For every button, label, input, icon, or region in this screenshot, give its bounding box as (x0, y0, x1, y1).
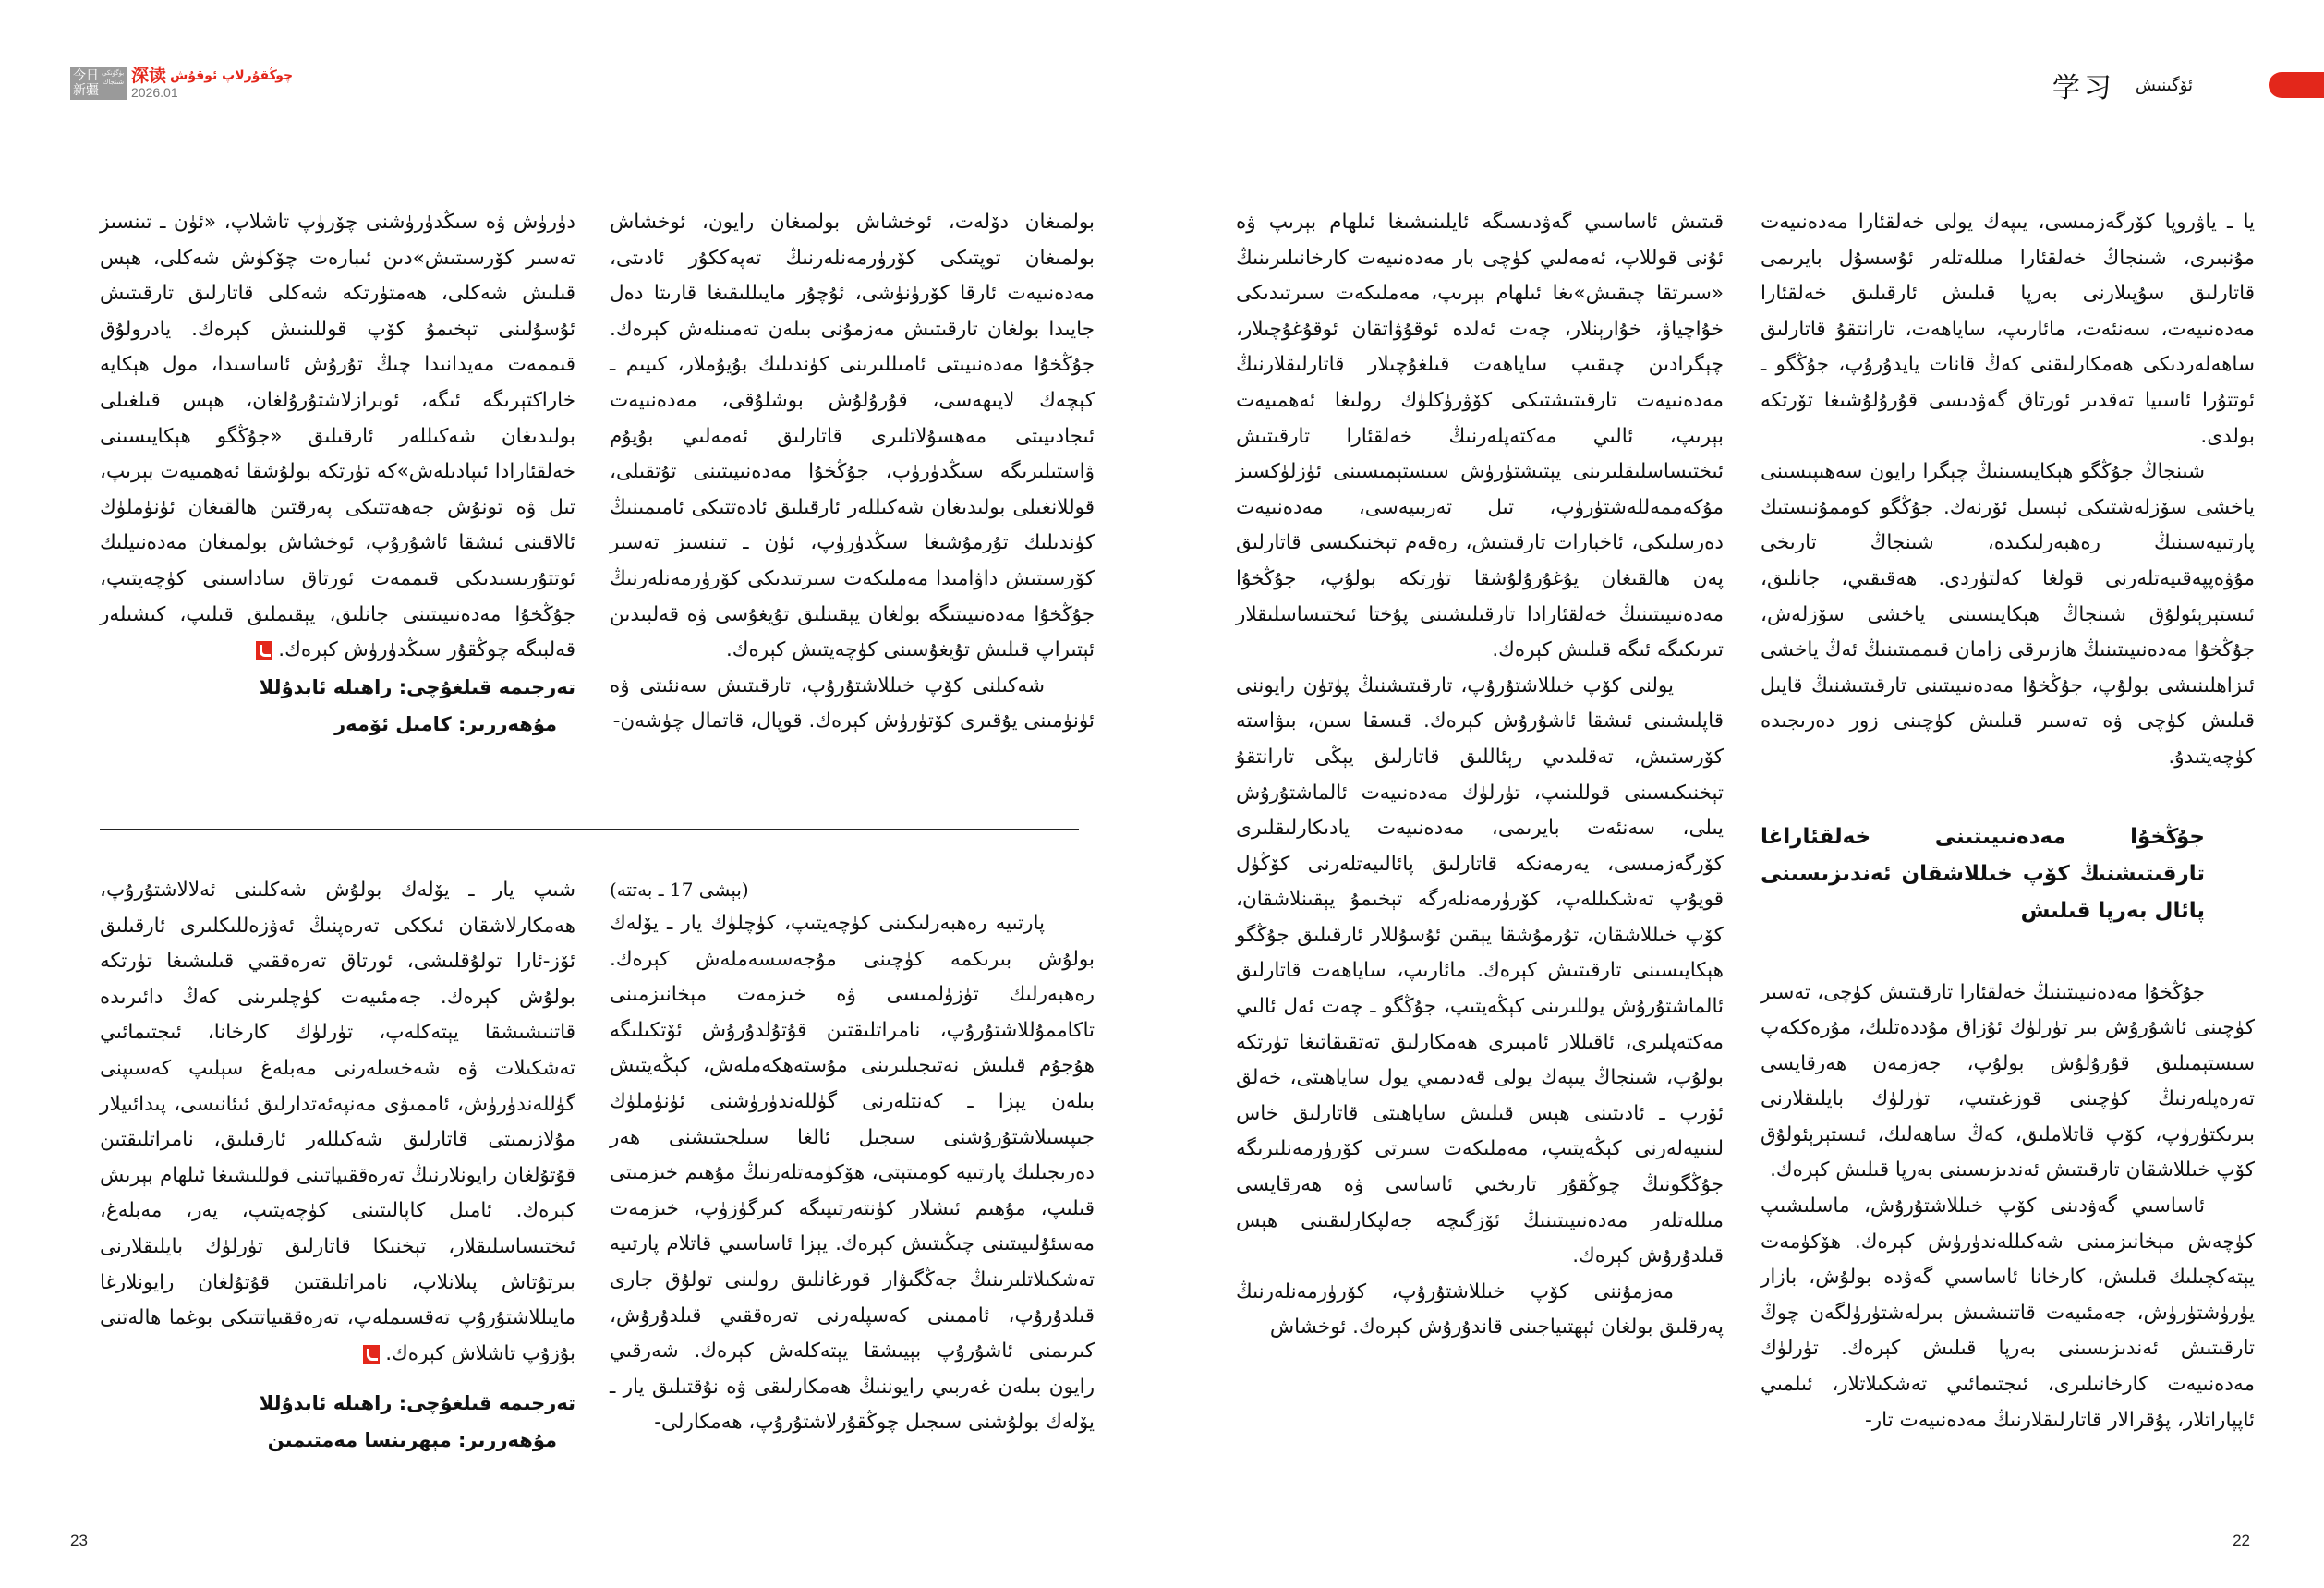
translator-credit: تەرجىمە قىلغۇچى: راھىلە ئابدۇللا (259, 675, 575, 698)
paragraph: جۇڭخۇا مەدەنىيىتىنىڭ خەلقئارا تارقىتىش كۈچى، تەسىر كۈچىنى ئاشۇرۇش بىر تۈرلۈك ئۇزاق مۇددەتلىك، مۇرەككەپ سىستېمىلىق قۇرۇلۇش بولۇپ، جەزمەن ھەرقايسى تەرەپلەرنىڭ كۈچىنى قوزغىتىپ، تۈرلۈك بايلىقلارنى بىرىكتۈرۈپ، كۆپ قاتلاملىق، كەڭ ساھەلىك، ئىستېرېئولۇق كۆپ خىللاشقان تارقىتىش ئەندىزىسىنى بەرپا قىلىش كېرەك. (1761, 980, 2255, 1182)
article2-column-left (100, 873, 575, 1459)
page-number-right: 22 (2233, 1532, 2250, 1549)
page22-column-right (1761, 205, 2255, 1438)
logo-cn-line2: 新疆 (73, 83, 99, 98)
section-header (2052, 67, 2324, 103)
paragraph (100, 873, 575, 1372)
editor-credit: مۇھەررىر: كامىل ئۆمەر (334, 712, 557, 735)
magazine-header (70, 67, 293, 102)
section-tab-marker (2269, 72, 2324, 98)
paragraph: يا ـ ياۋروپا كۆرگەزمىسى، يىپەك يولى خەلقئارا مەدەنىيەت مۇنبىرى، شىنجاڭ خەلقئارا مىللەتلەر ئۇسسۇل بايرىمى قاتارلىق سۇپىلارنى بەرپا قىلىش ئارقىلىق خەلقئارا مەدەنىيەت، سەنئەت، مائارىپ، ساياھەت، تارانتقۇ قاتارلىق ساھەلەردىكى ھەمكارلىقنى كەڭ قانات يايدۇرۇپ، جۇڭگو ـ ئوتتۇرا ئاسىيا تەقدىر ئورتاق گەۋدىسى قۇرۇلۇشىغا تۆرتكە بولدى. (1761, 211, 2255, 448)
column-brand (131, 67, 293, 100)
translator-credit: تەرجىمە قىلغۇچى: راھىلە ئابدۇللا (259, 1392, 575, 1415)
paragraph: ئاساسىي گەۋدىنى كۆپ خىللاشتۇرۇش، ماسلىشىپ كۈچەش مېخانىزمىنى شەكىللەندۈرۈش كېرەك. ھۆكۈمەت يېتەكچىلىك قىلىش، كارخانا ئاساسىي گەۋدە بولۇش، بازار يۈرۈشتۈرۈش، جەمئىيەت قاتنىشىش بىرلەشتۈرۈلگەن چوڭ تارقىتىش ئەندىزىسىنى بەرپا قىلىش كېرەك. تۈرلۈك مەدەنىيەت كارخانىلىرى، ئىجتىمائىي تەشكىلاتلار، ئىلمىي ئاپپاراتلار، پۇقرالار قاتارلىقلارنىڭ مەدەنىيەت تار- (1761, 1194, 2255, 1432)
article-divider (100, 829, 1079, 830)
page22-column-left (1236, 205, 1724, 1346)
end-mark-icon (256, 641, 272, 660)
logo-ug-line1: بۈگۈنكى (102, 69, 125, 77)
brand-cn: 深读 (131, 66, 167, 86)
section-heading: جۇڭخۇا مەدەنىيىتىنى خەلقئاراغا تارقىتىشنىڭ كۆپ خىللاشقان ئەندىزىسىنى پائال بەرپا قىلىش (1761, 824, 2205, 923)
editor-credit: مۇھەررىر: مېھرىنسا مەمتىمىن (267, 1429, 557, 1452)
magazine-logo (70, 67, 127, 100)
paragraph-text: شىپ يار ـ يۆلەك بولۇش شەكلىنى ئەلالاشتۇرۇپ، ھەمكارلاشقان ئىككى تەرەپنىڭ ئەۋزەللىكلىرى ئارقىلىق ئۆز-ئارا تولۇقلىشى، ئورتاق تەرەققىي قىلىشىغا تۈرتكە بولۇش كېرەك. جەمئىيەت كۈچلىرىنى كەڭ دائىرىدە قاتنىشىشقا يېتەكلەپ، تۈرلۈك كارخانا، ئىجتىمائىي تەشكىلات ۋە شەخسلەرنى مەبلەغ سېلىپ كەسىپنى گۈللەندۈرۈش، ئاممىۋى مەنپەئەتدارلىق ئىئانىسى، پىدائىيلار مۇلازىمىتى قاتارلىق شەكىللەر ئارقىلىق، نامراتلىقتىن قۇتۇلغان رايونلارنىڭ تەرەققىياتىنى قوللىشىغا ئىلھام بېرىش كېرەك. ئامىل كاپالىتىنى كۈچەيتىپ، يەر، مەبلەغ، ئىختىساسلىقلار، تېخنىكا قاتارلىق تۈرلۈك بايلىقلارنى بىرتۇتاش پىلانلاپ، نامراتلىقتىن قۇتۇلغان رايونلارغا مايىللاشتۇرۇپ تەقسىملەپ، تەرەققىياتتىكى بوغما ھالەتنى بۇزۇپ تاشلاش كېرەك. (100, 879, 575, 1365)
paragraph: قىتىش ئاساسىي گەۋدىسىگە ئايلىنىشىغا ئىلھام بېرىپ ۋە ئۇنى قوللاپ، ئەمەلىي كۈچى بار مەدەنىيەت كارخانىلىرىنىڭ «سىرتقا چىقىش»ىغا ئىلھام بېرىپ، مەملىكەت سىرتىدىكى خۇاچياۋ، خۇارېنلار، چەت ئەلدە ئوقۇۋاتقان ئوقۇغۇچىلار، چېگرادىن چىقىپ ساياھەت قىلغۇچىلار قاتارلىقلارنىڭ مەدەنىيەت تارقىتىشتىكى كۆۋرۈكلۈك رولىغا ئەھمىيەت بېرىپ، ئالىي مەكتەپلەرنىڭ خەلقئارا تارقىتىش ئىختىساسلىقلىرىنى يېتىشتۈرۈش سىستېمىسىنى ئۈزلۈكسىز مۇكەممەللەشتۈرۈپ، تىل تەربىيەسى، مەدەنىيەت دەرسلىكى، ئاخبارات تارقىتىش، رەقەم تېخنىكىسى قاتارلىق پەن ھالقىغان يۇغۇرۇلۇشقا تۈرتكە بولۇپ، جۇڭخۇا مەدەنىيىتىنىڭ خەلقئارادا تارقىلىشىنى پۇختا ئىختىساسلىقلار تىرىكىگە ئىگە قىلىش كېرەك. (1236, 211, 1724, 662)
article2-column-right (610, 873, 1095, 1441)
paragraph: مەزمۇننى كۆپ خىللاشتۇرۇپ، كۆرۈرمەنلەرنىڭ پەرقلىق بولغان ئېھتىياجىنى قاندۇرۇش كېرەك. ئوخشاش (1236, 1279, 1724, 1339)
end-mark-icon (363, 1345, 380, 1364)
article1-column-right (610, 205, 1095, 740)
section-title-cn: 学习 (2052, 72, 2115, 104)
article1-column-left (100, 205, 575, 743)
paragraph: پارتىيە رەھبەرلىكىنى كۈچەيتىپ، كۈچلۈك يار ـ يۆلەك بولۇش بىرىكمە كۈچىنى مۇجەسسەملەش كېرەك. رەھبەرلىك تۈزۈلمىسى ۋە خىزمەت مېخانىزمىنى تاكاممۇللاشتۇرۇپ، نامراتلىقتىن قۇتۇلدۇرۇش ئۆتكىلىگە ھۇجۇم قىلىش نەتىجىلىرىنى مۇستەھكەملەش، كېڭەيتىش بىلەن يېزا ـ كەنتلەرنى گۈللەندۈرۈشنى ئۈنۈملۈك جىپسىلاشتۇرۇشنى سىجىل ئالغا سىلجىتىشنى ھەر دەرىجىلىك پارتىيە كومىتېتى، ھۆكۈمەتلەرنىڭ مۇھىم خىزمىتى قىلىپ، مۇھىم ئىشلار كۈنتەرتىپىگە كىرگۈزۈپ، خىزمەت مەسئۇلىيىتىنى چىڭىتىش كېرەك. يېزا ئاساسىي قاتلام پارتىيە تەشكىلاتلىرىنىڭ جەڭگىۋار قورغانلىق رولىنى تولۇق جارى قىلدۇرۇپ، ئاممىنى كەسپلەرنى تەرەققىي قىلدۇرۇش، كىرىمنى ئاشۇرۇپ بېيىشقا يېتەكلەش كېرەك. شەرقىي رايون بىلەن غەربىي رايوننىڭ ھەمكارلىقى ۋە نۇقتىلىق يار ـ يۆلەك بولۇشنى سىجىل چوڭقۇرلاشتۇرۇپ، ھەمكارلى- (610, 912, 1095, 1435)
paragraph (100, 205, 575, 669)
paragraph: شىنجاڭ جۇڭگو ھېكايىسىنىڭ چېگرا رايون سەھىپىسىنى ياخشى سۆزلەشتىكى ئېسىل ئۆرنەك. جۇڭگو كوممۇنىستىك پارتىيەسىنىڭ رەھبەرلىكىدە، شىنجاڭ تارىخى مۇۋەپپەقىيەتلەرنى قولغا كەلتۈردى. ھەقىقىي، جانلىق، ئىستېرېئولۇق شىنجاڭ ھېكايىسىنى ياخشى سۆزلەش، جۇڭخۇا مەدەنىيىتىنىڭ ھازىرقى زامان قىممىتىنىڭ ئەڭ ياخشى ئىزاھلىنىشى بولۇپ، جۇڭخۇا مەدەنىيىتىنى تارقىتىشنىڭ قايىل قىلىش كۈچى ۋە تەسىر قىلىش كۈچىنى زور دەرىجىدە كۈچەيتىدۇ. (1761, 460, 2255, 769)
paragraph: بولمىغان دۆلەت، ئوخشاش بولمىغان رايون، ئوخشاش بولمىغان توپتىكى كۆرۈرمەنلەرنىڭ تەپەككۇر ئادىتى، مەدەنىيەت ئارقا كۆرۈنۈشى، ئۇچۇر مايىللىقىغا قارىتا دەل جايىدا بولغان تارقىتىش مەزمۇنى بىلەن تەمىنلەش كېرەك. جۇڭخۇا مەدەنىيىتى ئامىللىرىنى كۈندىلىك بۇيۇملار، كىيىم ـ كېچەك لايىھەسى، قۇرۇلۇش بوشلۇقى، مەدەنىيەت ئىجادىيىتى مەھسۇلاتلىرى قاتارلىق ئەمەلىي بۇيۇم ۋاستىلىرىگە سىڭدۈرۈپ، جۇڭخۇا مەدەنىيىتىنى تۇتقىلى، قوللانغىلى بولىدىغان شەكىللەر ئارقىلىق ئادەتتىكى ئامىمىنىڭ كۈندىلىك تۇرمۇشىغا سىڭدۈرۈپ، ئۈن ـ تىنسىز تەسىر كۆرسىتىش داۋامىدا مەملىكەت سىرتىدىكى كۆرۈرمەنلەرنىڭ جۇڭخۇا مەدەنىيىتىگە بولغان يېقىنلىق تۇيغۇسى ۋە قەلبىدىن ئېتىراپ قىلىش تۇيغۇسىنى كۈچەيتىش كېرەك. (610, 211, 1095, 662)
paragraph-text: دۈرۈش ۋە سىڭدۈرۈشنى چۆرۈپ تاشلاپ، «ئۈن ـ تىنسىز تەسىر كۆرسىتىش»دىن ئىبارەت چۆكۈش شەكلى، ھېس قىلىش شەكلى، ھەمتۈرتكە شەكلى قاتارلىق تارقىتىش ئۇسۇلىنى تېخىمۇ كۆپ قوللىنىش كېرەك. يادرولۇق قىممەت مەيدانىدا چىڭ تۇرۇش ئاساسىدا، مول ھېكايە خاراكتېرىگە ئىگە، ئوبرازلاشتۇرۇلغان، ھېس قىلغىلى بولىدىغان شەكىللەر ئارقىلىق «جۇڭگو ھېكايىسىنى خەلقئارادا ئىپادىلەش»كە تۈرتكە بولۇشقا ئەھمىيەت بېرىپ، تىل ۋە تونۇش جەھەتتىكى پەرقتىن ھالقىغان ئۈنۈملۈك ئالاقىنى ئىشقا ئاشۇرۇپ، ئوخشاش بولمىغان مەدەنىيلىك ئوتتۇرىسىدىكى قىممەت ئورتاق ساداسىنى كۈچەيتىپ، جۇڭخۇا مەدەنىيىتىنى جانلىق، يېقىملىق قىلىپ، كىشىلەر قەلبىگە چوڭقۇر سىڭدۈرۈش كېرەك. (100, 211, 575, 662)
paragraph: شەكىلنى كۆپ خىللاشتۇرۇپ، تارقىتىش سەنئىتى ۋە ئۈنۈمىنى يۇقىرى كۆتۈرۈش كېرەك. قوپال، قاتمال چۈشەن- (610, 673, 1095, 733)
page-22 (1162, 0, 2324, 1588)
issue-date: 2026.01 (131, 85, 178, 100)
brand-ug: چوڭقۇرلاپ ئوقۇش (170, 68, 294, 83)
logo-ug-line2: شىنجاڭ (103, 79, 125, 86)
paragraph: يولنى كۆپ خىللاشتۇرۇپ، تارقىتىشنىڭ پۈتۈن رايوننى قاپلىشىنى ئىشقا ئاشۇرۇش كېرەك. قىسقا سىن، بىۋاستە كۆرستىش، تەقلىدىي رېئاللىق قاتارلىق يېڭى تارانتقۇ تېخنىكىسىنى قوللىنىپ، تۈرلۈك مەدەنىيەت ئالماشتۇرۇش يىلى، سەنئەت بايرىمى، مەدەنىيەت يادىكارلىقلىرى كۆرگەزمىسى، يەرمەنكە قاتارلىق پائالىيەتلەرنى كۆڭۈل قويۇپ تەشكىللەپ، كۆرۈرمەنلەرگە تېخىمۇ يېقىنلاشقان، كۆپ خىللاشقان، تۇرمۇشقا يېقىن ئۇسۇللار ئارقىلىق جۇڭگو ھېكايىسىنى تارقىتىش كېرەك. مائارىپ، ساياھەت قاتارلىق ئالماشتۇرۇش يوللىرىنى كېڭەيتىپ، جۇڭگو ـ چەت ئەل ئالىي مەكتەپلىرى، ئاقىللار ئامبىرى ھەمكارلىق تەتقىقاتىغا تۈرتكە بولۇپ، شىنجاڭ يىپەك يولى قەدىمىي يول ساياھىتى، خەلق ئۆرپ ـ ئادىتىنى ھېس قىلىش ساياھىتى قاتارلىق خاس لىنىيەلەرنى كېڭەيتىپ، مەملىكەت سىرتى كۆرۈرمەنلىرىگە جۇڭگونىڭ چوڭقۇر تارىخىي ئاساسى ۋە ھەرقايسى مىللەتلەر مەدەنىيىتىنىڭ ئۆزگىچە جەلپكارلىقىنى ھېس قىلدۇرۇش كېرەك. (1236, 673, 1724, 1268)
logo-cn-line1: 今日 (73, 68, 99, 83)
continued-from-note: (بېشى 17 ـ بەتتە) (610, 879, 749, 901)
page-number-left: 23 (70, 1532, 88, 1549)
section-title-ug: ئۆگىنىش (2135, 75, 2193, 95)
